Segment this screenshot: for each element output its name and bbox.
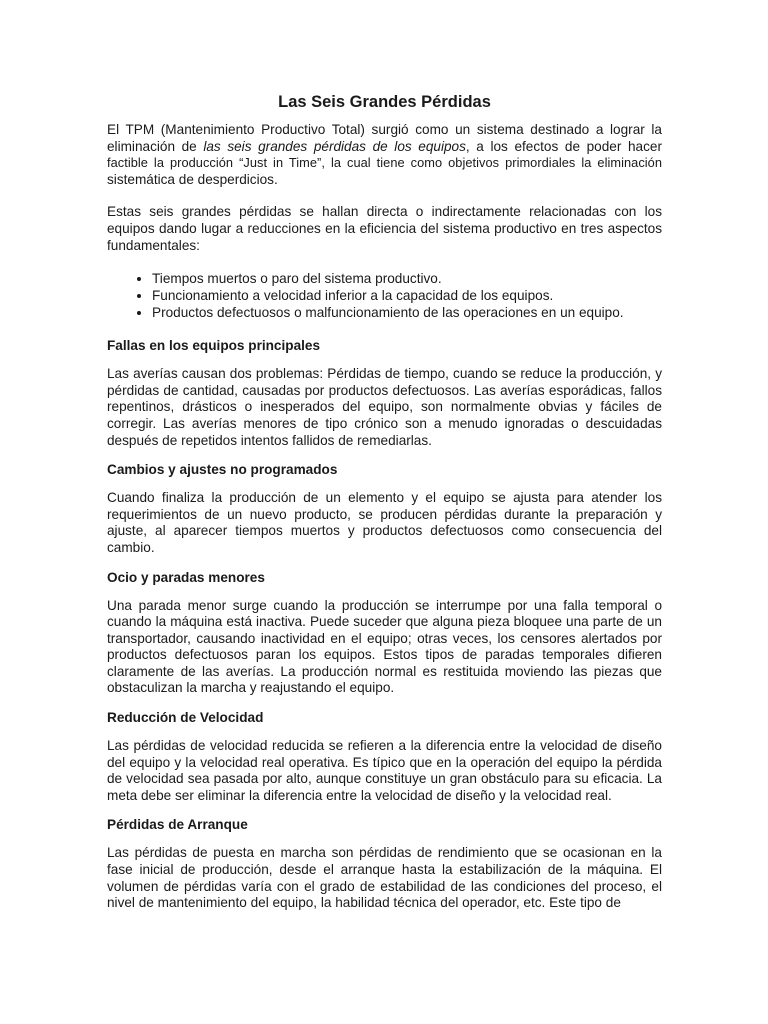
section-body-velocidad: Las pérdidas de velocidad reducida se refieren a la diferencia entre la velocidad de diseño del equipo y la velocidad real operativa. Es típico que en la operación del equipo la pérdida de velocidad sea pasada por alto, aunque constituye un gran obstáculo para su eficacia. La meta debe ser eliminar la diferencia entre la velocidad de diseño y la velocidad real. <box>107 738 662 803</box>
intro-italic-text: las seis grandes pérdidas de los equipos <box>203 138 466 154</box>
intro-paragraph <box>107 122 662 188</box>
bullet-list <box>107 270 662 321</box>
list-item: • Tiempos muertos o paro del sistema productivo. <box>152 270 662 287</box>
section-heading-fallas: Fallas en los equipos principales <box>107 338 321 354</box>
section-heading-ocio: Ocio y paradas menores <box>107 569 265 585</box>
paragraph-2: Estas seis grandes pérdidas se hallan directa o indirectamente relacionadas con los equipos dando lugar a reducciones en la eficiencia del sistema productivo en tres aspectos fundamentales: <box>107 204 662 253</box>
section-body-cambios: Cuando finaliza la producción de un elemento y el equipo se ajusta para atender los requerimientos de un nuevo producto, se producen pérdidas durante la preparación y ajuste, al aparecer tiempos muertos y productos defectuosos como consecuencia del cambio. <box>107 490 662 555</box>
intro-text-3: sistemática de desperdicios. <box>107 171 278 187</box>
intro-text-2: , a los efectos de poder hacer <box>465 138 662 154</box>
section-body-fallas: Las averías causan dos problemas: Pérdidas de tiempo, cuando se reduce la producción, y pérdidas de cantidad, causadas por productos defectuosos. Las averías esporádicas, fallos repentinos, drásticos o inesperados del equipo, son normalmente obvias y fáciles de corregir. Las averías menores de tipo crónico son a menudo ignoradas o descuidadas después de repetidos intentos fallidos de remediarlas. <box>107 366 662 448</box>
intro-text-1: El TPM (Mantenimiento Productivo Total) surgió como un sistema destinado a lograr la eliminación de <box>107 122 662 154</box>
list-item: • Funcionamiento a velocidad inferior a la capacidad de los equipos. <box>152 287 662 304</box>
section-heading-cambios: Cambios y ajustes no programados <box>107 462 338 478</box>
section-body-arranque: Las pérdidas de puesta en marcha son pérdidas de rendimiento que se ocasionan en la fase inicial de producción, desde el arranque hasta la estabilización de la máquina. El volumen de pérdidas varía con el grado de estabilidad de las condiciones del proceso, el nivel de mantenimiento del equipo, la habilidad técnica del operador, etc. Este tipo de <box>107 845 662 911</box>
intro-small-text: factible la producción “Just in Time”, la cual tiene como objetivos primordiales la eliminación <box>107 155 662 171</box>
section-heading-velocidad: Reducción de Velocidad <box>107 710 264 726</box>
document-page <box>107 92 662 912</box>
section-body-ocio: Una parada menor surge cuando la producción se interrumpe por una falla temporal o cuando la máquina está inactiva. Puede suceder que alguna pieza bloquee una parte de un transportador, causando inactividad en el equipo; otras veces, los censores alertados por productos defectuosos paran los equipos. Estos tipos de paradas temporales difieren claramente de las averías. La producción normal es restituida moviendo las piezas que obstaculizan la marcha y reajustando el equipo. <box>107 597 662 696</box>
page-title: Las Seis Grandes Pérdidas <box>278 93 491 111</box>
list-item: • Productos defectuosos o malfuncionamiento de las operaciones en un equipo. <box>152 304 662 321</box>
section-heading-arranque: Pérdidas de Arranque <box>107 817 248 833</box>
